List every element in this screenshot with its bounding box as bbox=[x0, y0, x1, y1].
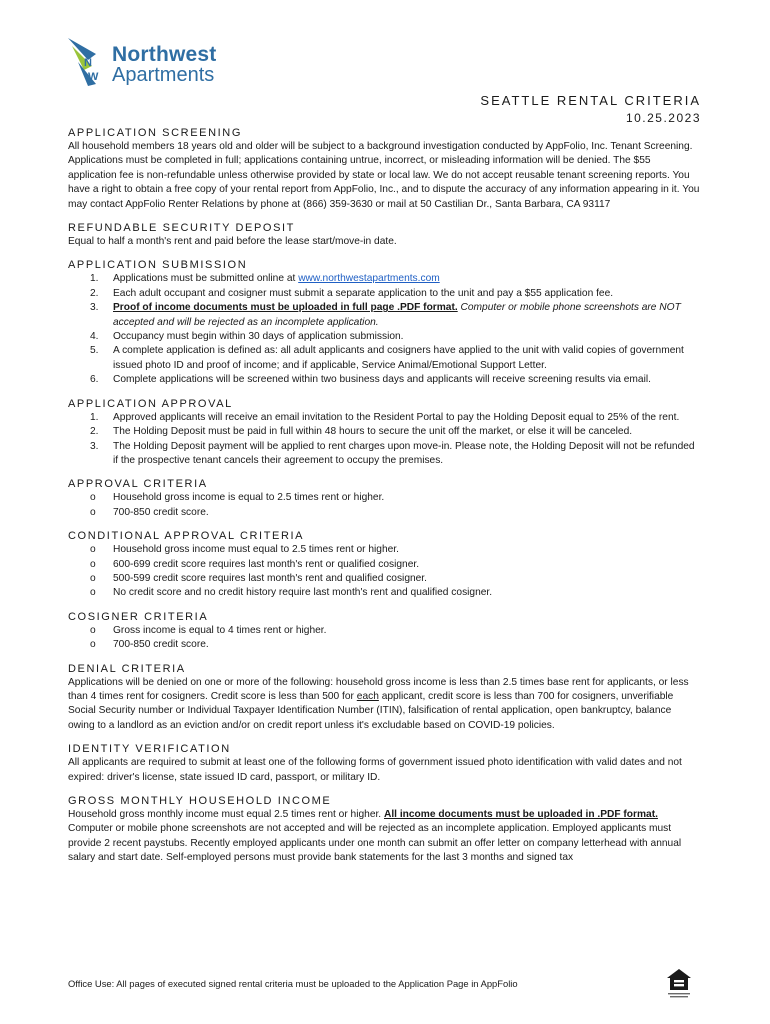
numbered-list bbox=[68, 411, 700, 469]
list-item: o Household gross income is equal to 2.5 times rent or higher. bbox=[90, 492, 385, 504]
list-item: o Household gross income must equal to 2.5 times rent or higher. bbox=[90, 544, 399, 556]
section-heading: APPLICATION SUBMISSION bbox=[68, 259, 248, 272]
document-date: 10.25.2023 bbox=[625, 111, 701, 125]
section-body: Equal to half a month's rent and paid before the lease start/move-in date. bbox=[68, 236, 397, 248]
section-heading: APPLICATION SCREENING bbox=[68, 127, 242, 139]
section-heading: COSIGNER CRITERIA bbox=[68, 610, 209, 623]
section-conditional-approval bbox=[68, 529, 700, 601]
website-link[interactable]: www.northwestapartments.com bbox=[298, 273, 440, 285]
svg-text:N: N bbox=[84, 57, 92, 69]
section-heading: IDENTITY VERIFICATION bbox=[68, 743, 231, 756]
list-item: 1. Applications must be submitted online at www.northwestapartments.com bbox=[90, 273, 440, 285]
bullet-list bbox=[68, 491, 700, 520]
section-approval-criteria bbox=[68, 477, 700, 520]
section-body: Household gross monthly income must equal 2.5 times rent or higher. All income documents must be uploaded in .PDF format. Computer or mobile phone screenshots are not accepted and will be rejected as an incomplete application. Employed applicants must provide 2 recent paystubs. Recently employed applicants under one month can submit an offer letter on company letterhead with annual salary and start date. Self-employed persons must provide bank statements for the last 3 months and signed tax bbox=[68, 809, 682, 864]
list-item: o 500-599 credit score requires last month's rent and qualified cosigner. bbox=[90, 572, 427, 584]
section-heading: DENIAL CRITERIA bbox=[68, 662, 186, 675]
section-heading: CONDITIONAL APPROVAL CRITERIA bbox=[68, 530, 305, 543]
list-item: 4. Occupancy must begin within 30 days of application submission. bbox=[90, 331, 404, 343]
logo-wordmark-northwest: Northwest bbox=[112, 43, 217, 66]
section-gross-monthly-income bbox=[68, 794, 700, 866]
footer-note: Office Use: All pages of executed signed rental criteria must be uploaded to the Application Page in AppFolio bbox=[68, 978, 518, 989]
company-logo bbox=[66, 36, 246, 94]
list-item: 6. Complete applications will be screened within two business days and applicants will receive screening results via email. bbox=[90, 374, 651, 386]
list-item: 3. Proof of income documents must be uploaded in full page .PDF format. Computer or mobile phone screenshots are NOT accepted and will be rejected as an incomplete application. bbox=[90, 302, 681, 328]
list-item: 5. A complete application is defined as: all adult applicants and cosigners have applied to the unit with valid copies of government issued photo ID and proof of income; and if applicable, Service Animal/Emotional Support Letter. bbox=[90, 345, 684, 371]
list-item: 3. The Holding Deposit payment will be applied to rent charges upon move-in. Please note, the Holding Deposit will not be refunded if the prospective tenant cancels their agreement to occupy the premises. bbox=[90, 440, 695, 466]
section-security-deposit bbox=[68, 221, 700, 249]
section-application-screening bbox=[68, 126, 700, 212]
list-item: o 600-699 credit score requires last month's rent or qualified cosigner. bbox=[90, 558, 420, 570]
section-cosigner-criteria bbox=[68, 610, 700, 653]
list-item: 1. Approved applicants will receive an email invitation to the Resident Portal to pay the Holding Deposit equal to 25% of the rent. bbox=[90, 411, 680, 423]
list-item: o No credit score and no credit history require last month's rent and qualified cosigner. bbox=[90, 587, 493, 599]
list-item: 2. Each adult occupant and cosigner must submit a separate application to the unit and pay a $55 application fee. bbox=[90, 287, 614, 299]
list-item: o 700-850 credit score. bbox=[90, 639, 209, 651]
bullet-list bbox=[68, 624, 700, 653]
bullet-list bbox=[68, 543, 700, 601]
section-body: Applications will be denied on one or more of the following: household gross income is less than 2.5 times base rent for applicants, or less than 4 times rent for cosigners. Credit score is less than 500 for each applicant, credit score is less than 700 for cosigners, unverifiable Social Security number or Individual Taxpayer Identification Number (ITIN), falsification of rental application, open bankruptcy, balance owing to a landlord as an eviction and/or on credit report unless it's excludable based on COVID-19 policies. bbox=[68, 676, 689, 731]
document-title: SEATTLE RENTAL CRITERIA bbox=[480, 93, 701, 108]
section-heading: GROSS MONTHLY HOUSEHOLD INCOME bbox=[68, 795, 332, 807]
nw-mark-icon bbox=[66, 36, 116, 94]
section-heading: APPROVAL CRITERIA bbox=[68, 478, 208, 491]
section-body: All applicants are required to submit at least one of the following forms of government issued photo identification with valid dates and not expired: driver's license, state issued ID card, passport, or military ID. bbox=[68, 757, 682, 783]
svg-text:W: W bbox=[88, 71, 99, 83]
list-item: 2. The Holding Deposit must be paid in full within 48 hours to secure the unit off the market, or else it will be canceled. bbox=[90, 426, 633, 438]
numbered-list bbox=[68, 272, 700, 387]
section-body: All household members 18 years old and older will be subject to a background investigation conducted by AppFolio, Inc. Tenant Screening. Applications must be completed in full; applications containing untrue, incorrect, or misleading information will be denied. The $55 application fee is non-refundable unless otherwise provided by state or local law. We do not accept reusable tenant screening reports. You have a right to obtain a free copy of your rental report from AppFolio, Inc., and to dispute the accuracy of any information appearing in it. You may contact AppFolio Renter Relations by phone at (866) 359-3630 or mail at 50 Castilian Dr., Santa Barbara, CA 93117 bbox=[68, 141, 700, 210]
equal-housing-icon bbox=[666, 968, 692, 1000]
section-application-submission bbox=[68, 258, 700, 387]
section-application-approval bbox=[68, 397, 700, 469]
section-denial-criteria bbox=[68, 662, 700, 734]
section-identity-verification bbox=[68, 742, 700, 785]
list-item: o Gross income is equal to 4 times rent or higher. bbox=[90, 624, 327, 636]
document-body bbox=[68, 126, 700, 875]
section-heading: REFUNDABLE SECURITY DEPOSIT bbox=[68, 222, 295, 235]
section-heading: APPLICATION APPROVAL bbox=[68, 397, 233, 410]
logo-wordmark-apartments: Apartments bbox=[112, 64, 215, 86]
list-item: o 700-850 credit score. bbox=[90, 506, 209, 518]
